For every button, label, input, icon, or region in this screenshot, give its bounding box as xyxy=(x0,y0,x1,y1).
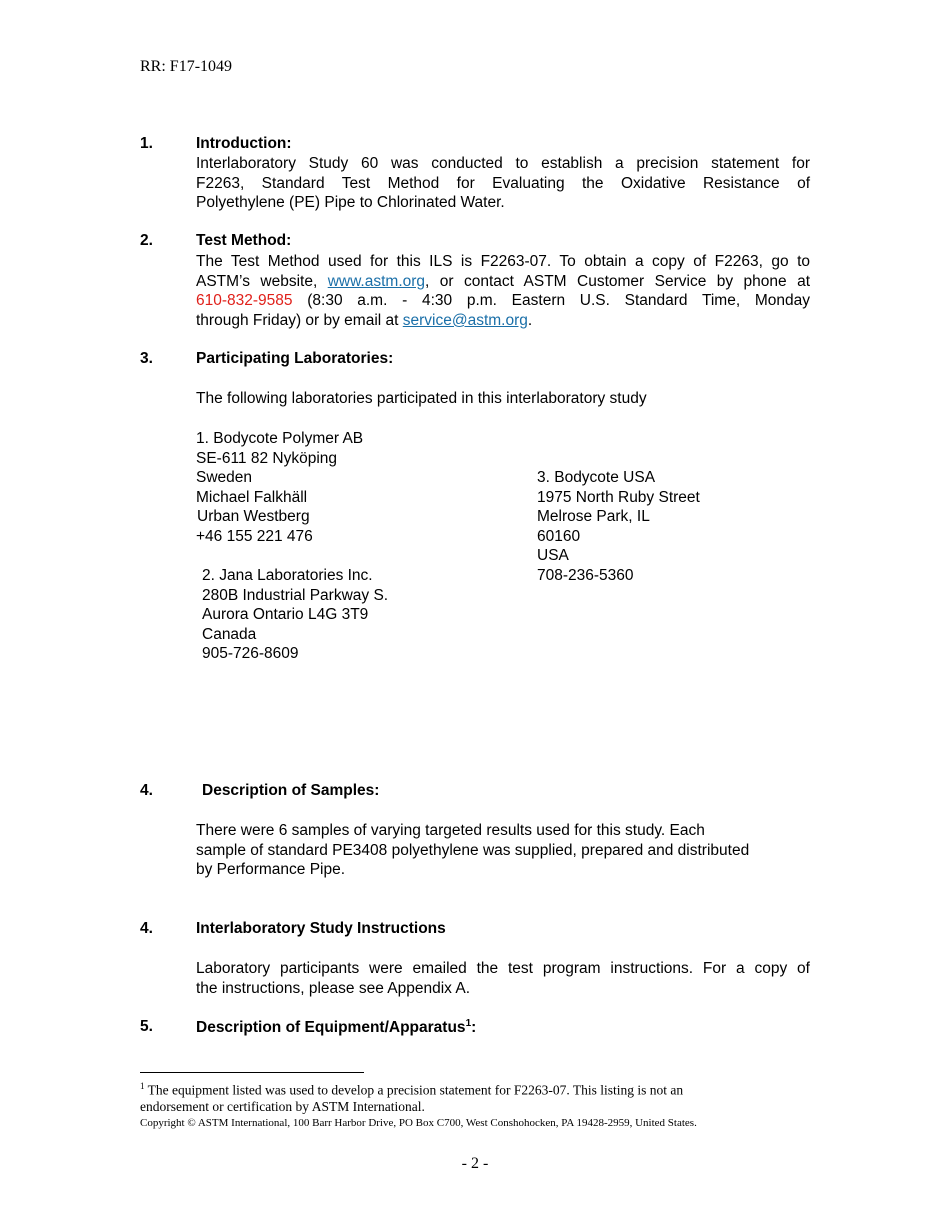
footnote-line-2: endorsement or certification by ASTM International. xyxy=(140,1099,425,1114)
samples-line-1: There were 6 samples of varying targeted results used for this study. Each xyxy=(196,822,705,839)
instructions-line-1: Laboratory participants were emailed the test program instructions. For a copy of xyxy=(196,960,810,977)
test-method-text: (8:30 a.m. - 4:30 p.m. Eastern U.S. Standard Time, Monday xyxy=(292,292,810,310)
page-number: - 2 - xyxy=(461,1155,489,1172)
section-heading-samples: Description of Samples: xyxy=(202,782,380,799)
labs-intro: The following laboratories participated in this interlaboratory study xyxy=(196,390,647,407)
footnote-text: The equipment listed was used to develop a precision statement for F2263-07. This listing is not an xyxy=(144,1082,684,1098)
test-method-text: through Friday) or by email at xyxy=(196,311,403,329)
lab-2-line: 280B Industrial Parkway S. xyxy=(202,586,389,604)
lab-1-line: Michael Falkhäll xyxy=(196,488,308,506)
section-heading-test-method: Test Method: xyxy=(196,232,292,249)
document-reference: RR: F17-1049 xyxy=(140,58,233,75)
instructions-paragraph xyxy=(196,959,810,998)
test-method-text: ASTM’s website, xyxy=(196,272,328,290)
lab-2-line: Aurora Ontario L4G 3T9 xyxy=(202,606,369,624)
test-method-line-1: The Test Method used for this ILS is F2263-07. To obtain a copy of F2263, go to xyxy=(196,253,810,270)
lab-3-line: Melrose Park, IL xyxy=(537,508,650,526)
test-method-line-4 xyxy=(196,311,810,331)
test-method-line-3 xyxy=(196,291,810,311)
lab-3-line: 60160 xyxy=(537,527,581,545)
lab-1-line: SE-611 82 Nyköping xyxy=(196,449,338,467)
footnote-mark: 1 xyxy=(140,1081,145,1091)
intro-line-1: Interlaboratory Study 60 was conducted to establish a precision statement for xyxy=(196,155,810,172)
astm-website-link[interactable]: www.astm.org xyxy=(327,272,426,290)
lab-3-address xyxy=(537,468,700,586)
section-number-test-method: 2. xyxy=(140,232,153,249)
lab-1-line: 1. Bodycote Polymer AB xyxy=(196,430,364,447)
section-number-equipment: 5. xyxy=(140,1018,153,1035)
intro-line-3: Polyethylene (PE) Pipe to Chlorinated Water. xyxy=(196,194,505,212)
lab-1-address xyxy=(196,429,363,547)
instructions-line-2: the instructions, please see Appendix A. xyxy=(196,979,471,997)
footnote-line-1 xyxy=(140,1081,683,1099)
lab-3-line: USA xyxy=(537,547,569,565)
equipment-heading-colon: : xyxy=(471,1019,477,1037)
section-number-intro: 1. xyxy=(140,135,153,152)
section-number-labs: 3. xyxy=(140,350,153,367)
samples-paragraph xyxy=(196,821,749,880)
test-method-line-2 xyxy=(196,272,810,292)
section-heading-labs: Participating Laboratories: xyxy=(196,350,394,367)
footnote-reference: 1 xyxy=(465,1018,472,1029)
samples-line-2: sample of standard PE3408 polyethylene was supplied, prepared and distributed xyxy=(196,841,750,859)
lab-2-address xyxy=(202,566,388,664)
lab-3-line: 708-236-5360 xyxy=(537,566,634,584)
copyright-notice: Copyright © ASTM International, 100 Barr Harbor Drive, PO Box C700, West Conshohocken, PA 19428-2959, United States. xyxy=(140,1117,697,1129)
lab-2-line: 2. Jana Laboratories Inc. xyxy=(202,567,373,584)
footnote-divider xyxy=(140,1072,364,1073)
test-method-paragraph xyxy=(196,252,810,330)
section-number-instructions: 4. xyxy=(140,920,153,937)
test-method-text: , or contact ASTM Customer Service by phone at xyxy=(425,272,811,290)
lab-1-line: +46 155 221 476 xyxy=(196,527,313,545)
lab-3-line: 3. Bodycote USA xyxy=(537,469,656,486)
test-method-text: . xyxy=(527,311,533,329)
intro-line-2: F2263, Standard Test Method for Evaluating the Oxidative Resistance of xyxy=(196,174,810,192)
lab-2-line: Canada xyxy=(202,625,257,643)
lab-2-line: 905-726-8609 xyxy=(202,645,299,663)
lab-1-line: Urban Westberg xyxy=(197,508,310,526)
section-number-samples: 4. xyxy=(140,782,153,799)
lab-1-line: Sweden xyxy=(196,469,253,487)
lab-3-line: 1975 North Ruby Street xyxy=(537,488,700,506)
equipment-heading-text: Description of Equipment/Apparatus xyxy=(196,1019,466,1037)
phone-number: 610-832-9585 xyxy=(196,292,293,310)
intro-paragraph xyxy=(196,154,810,213)
samples-line-3: by Performance Pipe. xyxy=(196,861,346,879)
service-email-link[interactable]: service@astm.org xyxy=(402,311,528,329)
section-heading-equipment xyxy=(196,1018,476,1037)
section-heading-instructions: Interlaboratory Study Instructions xyxy=(196,920,446,937)
section-heading-intro: Introduction: xyxy=(196,135,292,152)
